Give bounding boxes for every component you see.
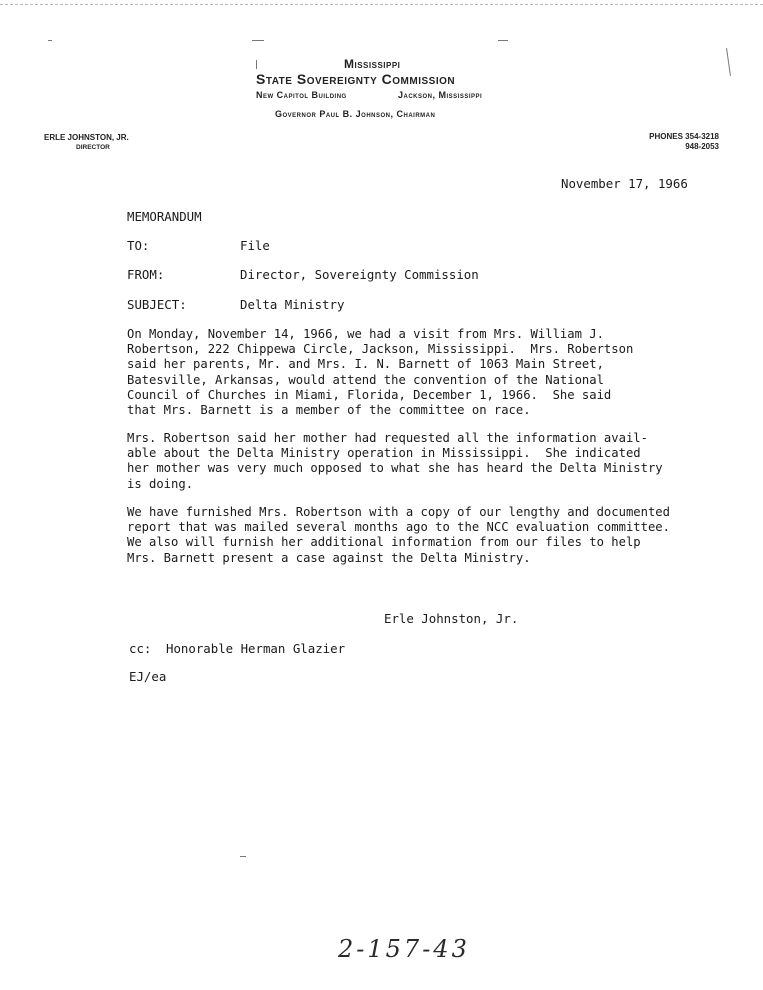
body-paragraph-2: Mrs. Robertson said her mother had requested all the information avail- able about the Delta Ministry operation in Mississippi. She indicated her mother was very much opposed to what she has heard the Delta Ministry is doing. — [127, 431, 663, 491]
stray-mark — [240, 856, 246, 857]
letterhead-city: Jackson, Mississippi — [398, 90, 483, 100]
letterhead-state: Mississippi — [344, 57, 401, 71]
file-number: 2-157-43 — [338, 935, 470, 963]
letterhead-building: New Capitol Building — [256, 90, 347, 100]
director-name: ERLE JOHNSTON, JR. — [44, 133, 129, 142]
signature: Erle Johnston, Jr. — [384, 611, 519, 626]
letterhead-governor: Governor Paul B. Johnson, Chairman — [275, 109, 436, 119]
to-value: File — [240, 238, 270, 253]
stray-mark — [256, 60, 257, 69]
subject-value: Delta Ministry — [240, 297, 345, 312]
to-label: TO: — [127, 238, 150, 253]
initials: EJ/ea — [129, 669, 167, 684]
stray-mark — [726, 48, 731, 76]
from-value: Director, Sovereignty Commission — [240, 267, 479, 282]
letterhead-commission: State Sovereignty Commission — [256, 71, 456, 87]
director-title: DIRECTOR — [76, 144, 110, 151]
body-paragraph-1: On Monday, November 14, 1966, we had a visit from Mrs. William J. Robertson, 222 Chippewa Circle, Jackson, Mississippi. Mrs. Robertson said her parents, Mr. and Mrs. I. N. Barnett of 1063 Main Street, Batesville, Arkansas, would attend the convention of the National Council of Churches in Miami, Florida, December 1, 1966. She said that Mrs. Barnett is a member of the committee on race. — [127, 327, 634, 418]
phones-line-2: 948-2053 — [685, 142, 719, 151]
memo-heading: MEMORANDUM — [127, 209, 202, 224]
cc-label: cc: — [129, 641, 152, 656]
phones-line-1: PHONES 354-3218 — [649, 132, 719, 141]
cc-value: Honorable Herman Glazier — [166, 641, 346, 656]
from-label: FROM: — [127, 267, 165, 282]
page-top-border — [0, 4, 763, 5]
body-paragraph-3: We have furnished Mrs. Robertson with a copy of our lengthy and documented report that was mailed several months ago to the NCC evaluation committee. We also will furnish her additional information from our files to help Mrs. Barnett present a case against the Delta Ministry. — [127, 505, 670, 565]
stray-mark — [48, 40, 52, 41]
memo-date: November 17, 1966 — [561, 176, 688, 191]
stray-mark — [252, 40, 264, 41]
subject-label: SUBJECT: — [127, 297, 187, 312]
stray-mark — [498, 40, 508, 41]
